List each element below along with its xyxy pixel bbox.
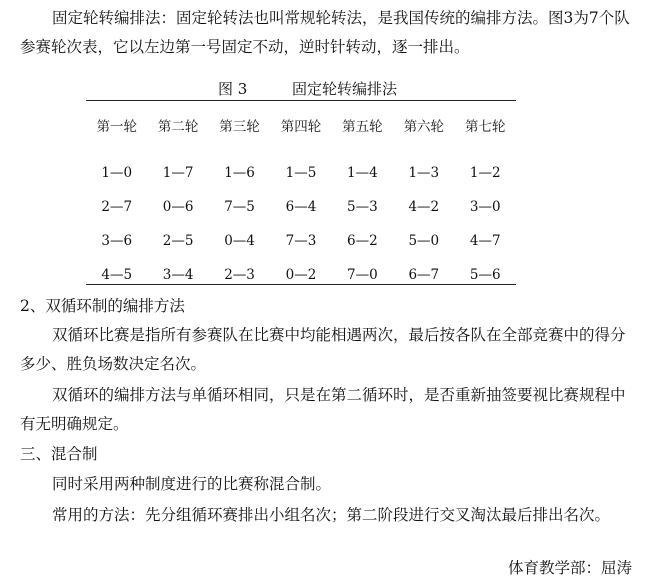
header-round-6: 第六轮 [403,119,445,135]
table-cell: 1—0 [101,165,133,181]
section3-paragraph-2: 常用的方法：先分组循环赛排出小组名次；第二阶段进行交叉淘汰最后排出名次。 [52,506,611,524]
round-robin-table [86,108,516,292]
table-cell: 3—0 [469,199,501,215]
section2-heading: 2、双循环制的编排方法 [20,297,185,315]
table-row [86,156,516,190]
table-cell: 2—3 [224,267,255,283]
table-row [86,190,516,224]
table-cell: 7—5 [224,199,255,215]
table-cell: 6—4 [285,199,317,215]
table-spacer [86,142,516,156]
table-header-row [86,108,516,142]
table-cell: 3—4 [162,267,194,283]
table-cell: 6—7 [408,267,440,283]
header-round-5: 第五轮 [342,119,383,135]
header-round-2: 第二轮 [157,119,199,135]
table-cell: 1—2 [469,165,501,181]
table-cell: 4—2 [408,199,440,215]
table-bottom-rule [86,284,516,285]
intro-paragraph: 固定轮转编排法：固定轮转法也叫常规轮转法，是我国传统的编排方法。图3为7个队参赛轮次表，它以左边第一号固定不动，逆时针转动，逐一排出。 [20,9,630,56]
table-cell: 3—6 [101,233,133,249]
table-cell: 0—6 [162,199,194,215]
table-cell: 6—2 [347,233,378,249]
section3-heading: 三、混合制 [20,445,98,463]
header-round-1: 第一轮 [96,119,137,135]
table-cell: 1—7 [162,165,194,181]
table-cell: 1—5 [285,165,317,181]
section2-paragraph-1: 双循环比赛是指所有参赛队在比赛中均能相遇两次，最后按各队在全部竞赛中的得分多少、胜负场数决定名次。 [20,326,626,373]
table-cell: 4—5 [101,267,133,283]
table-title: 固定轮转编排法 [292,80,398,98]
section2-paragraph-2: 双循环的编排方法与单循环相同，只是在第二循环时，是否重新抽签要视比赛规程中有无明确规定。 [20,386,626,433]
table-cell: 2—7 [101,199,133,215]
table-cell: 5—0 [408,233,440,249]
table-cell: 5—6 [469,267,501,283]
table-cell: 4—7 [469,233,501,249]
table-cell: 7—3 [285,233,317,249]
header-round-4: 第四轮 [280,119,322,135]
table-cell: 2—5 [162,233,194,249]
table-cell: 1—3 [408,165,440,181]
signature: 体育教学部：屈涛 [507,559,632,577]
table-cell: 1—6 [224,165,255,181]
header-round-3: 第三轮 [219,119,260,135]
header-round-7: 第七轮 [465,119,506,135]
table-cell: 5—3 [347,199,378,215]
table-cell: 0—2 [285,267,317,283]
table-cell: 1—4 [347,165,378,181]
table-cell: 7—0 [347,267,378,283]
table-caption [0,76,650,100]
table-row [86,258,516,292]
table-row [86,224,516,258]
table-top-rule [86,100,516,101]
figure-label: 图 3 [218,80,248,98]
table-cell: 0—4 [224,233,255,249]
section3-paragraph-1: 同时采用两种制度进行的比赛称混合制。 [52,475,332,493]
